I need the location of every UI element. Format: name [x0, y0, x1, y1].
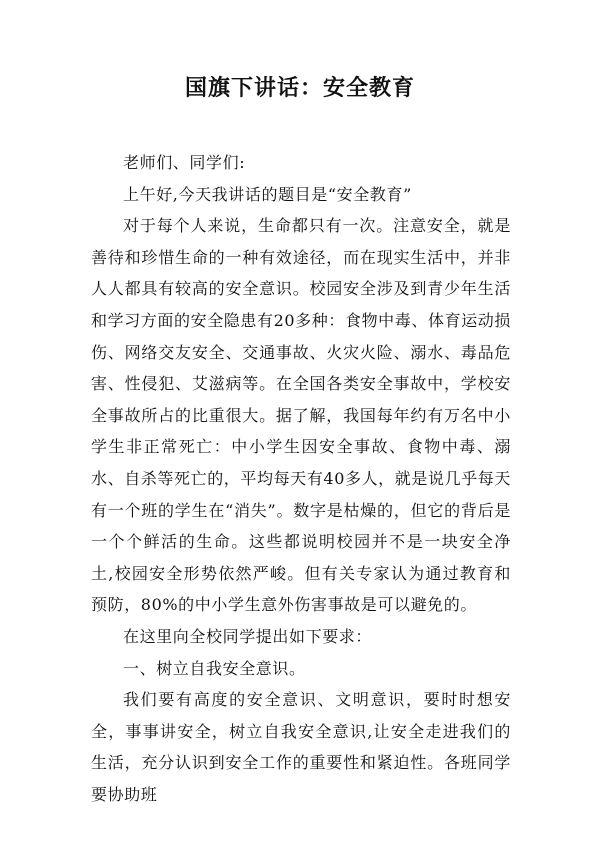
- paragraph-heading-one: 一、树立自我安全意识。: [123, 658, 306, 678]
- document-body: [91, 147, 511, 810]
- paragraph-awareness: 我们要有高度的安全意识、文明意识，要时时想安全，事事讲安全，树立自我安全意识,让安全走进我们的生活，充分认识到安全工作的重要性和紧迫性。各班同学要协助班: [91, 690, 511, 804]
- paragraph-opening: 上午好,今天我讲话的题目是“安全教育”: [123, 184, 412, 204]
- document-title: 国旗下讲话：安全教育: [184, 75, 415, 101]
- paragraph-main: 对于每个人来说，生命都只有一次。注意安全，就是善待和珍惜生命的一种有效途径，而在现实生活中，并非人人都具有较高的安全意识。校园安全涉及到青少年生活和学习方面的安全隐患有20多种：食物中毒、体育运动损伤、网络交友安全、交通事故、火灾火险、溺水、毒品危害、性侵犯、艾滋病等。在全国各类安全事故中，学校安全事故所占的比重很大。据了解，我国每年约有万名中小学生非正常死亡：中小学生因安全事故、食物中毒、溺水、自杀等死亡的，平均每天有40多人，就是说几乎每天有一个班的学生在“消失”。数字是枯燥的，但它的背后是一个个鲜活的生命。这些都说明校园并不是一块安全净土,校园安全形势依然严峻。但有关专家认为通过教育和预防，80%的中小学生意外伤害事故是可以避免的。: [91, 216, 511, 615]
- paragraph-greeting: 老师们、同学们:: [123, 153, 246, 172]
- paragraph-requirements-intro: 在这里向全校同学提出如下要求：: [123, 626, 373, 646]
